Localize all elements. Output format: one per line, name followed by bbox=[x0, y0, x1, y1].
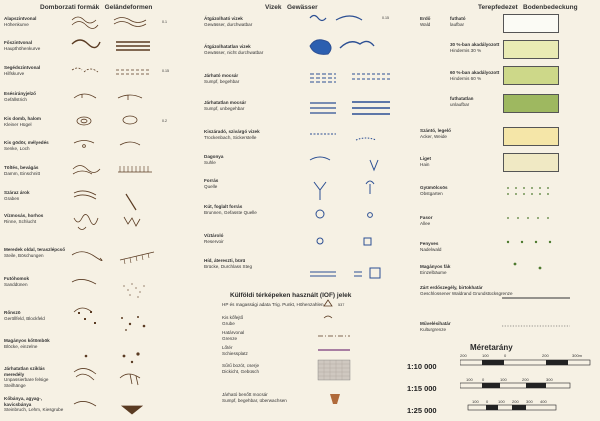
svg-text:300: 300 bbox=[526, 399, 533, 404]
svg-text:0.15: 0.15 bbox=[382, 16, 389, 20]
relief-item: Segédszintvonal Hilfskurve bbox=[4, 65, 41, 76]
svg-text:200: 200 bbox=[542, 353, 549, 358]
relief-symbols bbox=[70, 12, 198, 417]
svg-text:100: 100 bbox=[482, 353, 489, 358]
vegetation-item: Erdő Wald bbox=[420, 16, 431, 27]
scale-ratio-25000: 1:25 000 bbox=[407, 406, 437, 415]
relief-item: Vízmosás, horhos Rinne, Schlucht bbox=[4, 213, 44, 224]
svg-text:0.1: 0.1 bbox=[162, 20, 167, 24]
iof-item: Határvonal Grenze bbox=[222, 330, 245, 341]
relief-header bbox=[40, 4, 152, 11]
relief-item: Kőbánya, agyag-, kavicsbánya Steinbruch, Lehm, Kiesgrube bbox=[4, 396, 64, 413]
vegetation-item: Liget Hain bbox=[420, 156, 431, 167]
iof-item: Sűrű bozót, cserje Dickicht, Gebüsch bbox=[222, 363, 260, 374]
svg-text:100: 100 bbox=[472, 399, 479, 404]
forest-30-swatch bbox=[503, 40, 559, 59]
open-land-swatch bbox=[503, 127, 559, 146]
relief-item: Futóhomok Sanddünen bbox=[4, 276, 30, 287]
grove-swatch bbox=[503, 153, 559, 172]
relief-item: Töltés, bevágás Damm, Einschnitt bbox=[4, 165, 40, 176]
vegetation-item: Szántó, legelő Acker, Weide bbox=[420, 128, 451, 139]
vegetation-item: Művelésihatár Kulturgrenze bbox=[420, 321, 451, 332]
water-item: Forrás Quelle bbox=[204, 178, 219, 189]
scale-ratio-10000: 1:10 000 bbox=[407, 362, 437, 371]
relief-item: Kis domb, halom Kleiner Hügel bbox=[4, 116, 42, 127]
vegetation-item: Fenyves Nadelwald bbox=[420, 241, 442, 252]
water-item: Kiszáradó, szivárgó vizek Trockenbach, Sickerstelle bbox=[204, 129, 260, 140]
water-item: Járható mocsár Sumpf, begehbar bbox=[204, 73, 240, 84]
relief-title-hu: Domborzati formák bbox=[40, 4, 100, 11]
vegetation-item: Magányos fák Einzelbäume bbox=[420, 264, 451, 275]
water-item: Dagonya Suhle bbox=[204, 154, 224, 165]
water-item: Kút, foglalt forrás Brunnen, Gefasste Quelle bbox=[204, 204, 257, 215]
vegetation-title-de: Bodenbedeckung bbox=[523, 4, 578, 11]
iof-item: HP és magassági adata Trig. Punkt, Höhenzahlen bbox=[222, 302, 324, 307]
vegetation-note: futható laufbar bbox=[450, 16, 466, 27]
vegetation-item: Gyümölcsös Obstgarten bbox=[420, 185, 448, 196]
relief-title-de: Geländeformen bbox=[104, 4, 153, 11]
water-column bbox=[200, 0, 400, 421]
svg-text:200: 200 bbox=[460, 353, 467, 358]
forest-runnable-swatch bbox=[503, 14, 559, 33]
svg-text:0: 0 bbox=[504, 353, 507, 358]
iof-item: Lőtér Schiessplatz bbox=[222, 345, 248, 356]
iof-item: Járható benőtt mocsár Sumpf, begehbar, überwachsen bbox=[222, 392, 287, 403]
relief-item: Alapszintvonal Höhenkurve bbox=[4, 16, 37, 27]
vegetation-item: Fasor Allee bbox=[420, 215, 433, 226]
water-item: Járhatatlan mocsár Sumpf, unbegehbar bbox=[204, 100, 247, 111]
relief-column bbox=[0, 0, 200, 421]
svg-text:200: 200 bbox=[512, 399, 519, 404]
vegetation-header bbox=[478, 4, 578, 11]
vegetation-note: futhatatlan unlaufbar bbox=[450, 96, 474, 107]
svg-text:100: 100 bbox=[466, 377, 473, 382]
svg-text:300: 300 bbox=[546, 377, 553, 382]
relief-item: Járhatatlan sziklás meredély Unpassierbare felsige Steilhänge bbox=[4, 366, 49, 388]
scale-ratio-15000: 1:15 000 bbox=[407, 384, 437, 393]
scale-title: Méretarány bbox=[470, 343, 513, 352]
scale-bars bbox=[460, 352, 598, 418]
svg-text:100: 100 bbox=[500, 377, 507, 382]
relief-item: Esésirányjelző Gefällstrich bbox=[4, 91, 36, 102]
svg-text:400: 400 bbox=[540, 399, 547, 404]
relief-item: Főszintvonal Haupthöhenkurve bbox=[4, 40, 41, 51]
water-symbols bbox=[270, 10, 400, 290]
iof-symbols bbox=[310, 298, 400, 418]
vegetation-symbols bbox=[500, 180, 600, 335]
relief-item: Kis gödör, mélyedés Senke, Loch bbox=[4, 140, 49, 151]
svg-text:0: 0 bbox=[486, 399, 489, 404]
svg-text:537: 537 bbox=[338, 303, 345, 307]
vegetation-title-hu: Terepfedezet bbox=[478, 4, 518, 11]
iof-title: Külföldi térképeken használt (IOF) jelek bbox=[230, 292, 352, 299]
vegetation-note: 30 %-ban akadályozott Hindernis 30 % bbox=[450, 42, 500, 53]
forest-60-swatch bbox=[503, 66, 559, 85]
svg-text:200: 200 bbox=[522, 377, 529, 382]
water-item: Átgázolható vizek Gewässer, durchwatbar bbox=[204, 16, 253, 27]
relief-item: Magányos kőtömbök Blöcke, einzelne bbox=[4, 338, 50, 349]
vegetation-note: 60 %-ban akadályozott Hindernis 60 % bbox=[450, 70, 500, 81]
svg-text:300m: 300m bbox=[572, 353, 583, 358]
svg-text:100: 100 bbox=[498, 399, 505, 404]
forest-impassable-swatch bbox=[503, 94, 559, 113]
water-title-hu: Vizek bbox=[265, 4, 282, 11]
water-title-de: Gewässer bbox=[286, 4, 318, 11]
water-item: Híd, átereszti, bürü Brücke, Durchlass Steg bbox=[204, 258, 252, 269]
relief-item: Meredek oldal, teraszlépcső Steile, Böschungen bbox=[4, 247, 66, 258]
iof-item: Kis kőfejtő Grube bbox=[222, 315, 244, 326]
water-item: Átgázolhatatlan vizek Gewässer, nicht durchwatbar bbox=[204, 44, 264, 55]
relief-item: Rőnszö Geröllfeld, Blockfeld bbox=[4, 310, 45, 321]
svg-text:0.2: 0.2 bbox=[162, 119, 167, 123]
svg-text:0.15: 0.15 bbox=[162, 69, 169, 73]
relief-item: Száraz árok Graben bbox=[4, 190, 30, 201]
svg-text:0: 0 bbox=[482, 377, 485, 382]
water-item: Víztároló Reservoir bbox=[204, 233, 224, 244]
vegetation-item: Zárt erdőszegély, birtokhatár Geschlossener Waldrand Grundstücksgrenze bbox=[420, 285, 513, 296]
